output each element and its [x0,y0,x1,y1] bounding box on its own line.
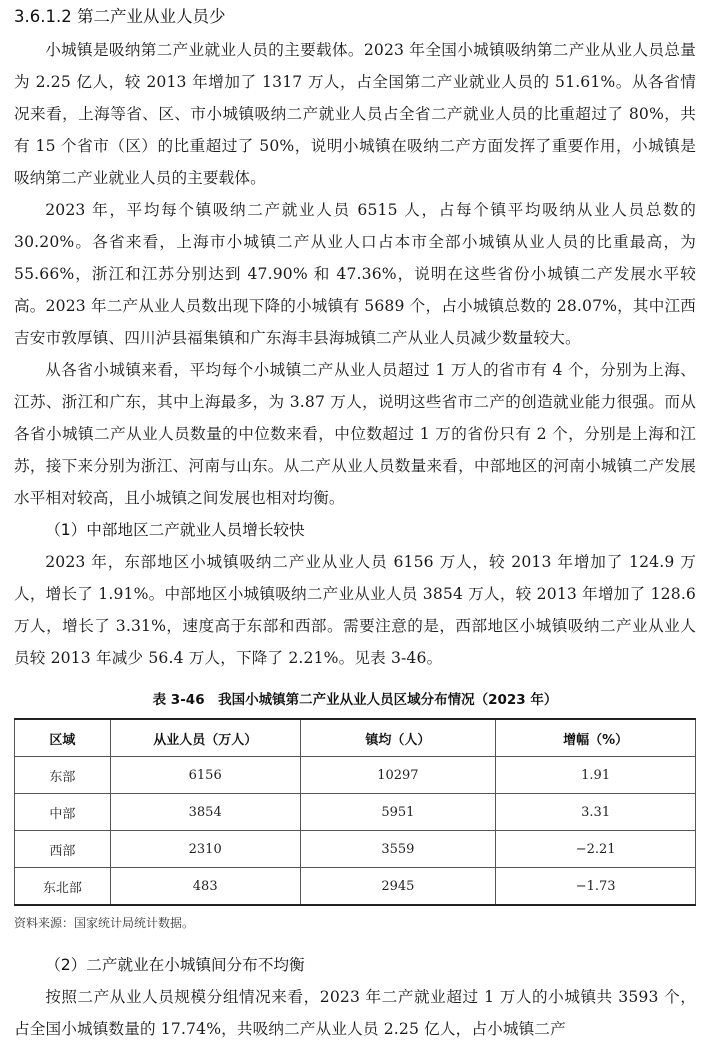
paragraph-4: 2023 年，东部地区小城镇吸纳二产业从业人员 6156 万人，较 2013 年增加了 124.9 万人，增长了 1.91%。中部地区小城镇吸纳二产业从业人员 3854 万人，较 2013 年增加了 128.6 万人，增长了 3.31%，速度高于东部和西部。需要注意的是，西部地区小城镇吸纳二产业从业人员较 2013 年减少 56.4 万人，下降了 2.21%。见表 3-46。 [14,553,696,667]
table-row [15,757,696,794]
cell-growth: −2.21 [496,831,696,868]
paragraph-5: 按照二产从业人员规模分组情况来看，2023 年二产就业超过 1 万人的小城镇共 3593 个，占全国小城镇数量的 17.74%，共吸纳二产从业人员 2.25 亿人，占小城镇二产 [14,988,696,1038]
table-row [15,868,696,906]
cell-growth: 3.31 [496,794,696,831]
cell-employees: 3854 [110,794,300,831]
paragraph-3: 从各省小城镇来看，平均每个小城镇二产从业人员超过 1 万人的省市有 4 个，分别为上海、江苏、浙江和广东，其中上海最多，为 3.87 万人，说明这些省市二产的创造就业能力很强。而从各省小城镇二产从业人员数量的中位数来看，中位数超过 1 万的省份只有 2 个，分别是上海和江苏，接下来分别为浙江、河南与山东。从二产从业人员数量来看，中部地区的河南小城镇二产发展水平相对较高，且小城镇之间发展也相对均衡。 [14,361,696,507]
table-row [15,794,696,831]
cell-region: 东部 [15,757,111,794]
column-header-growth: 增幅（%） [496,719,696,757]
paragraph-1: 小城镇是吸纳第二产业就业人员的主要载体。2023 年全国小城镇吸纳第二产业从业人员总量为 2.25 亿人，较 2013 年增加了 1317 万人，占全国第二产业就业人员的 51.61%。从各省情况来看，上海等省、区、市小城镇吸纳二产就业人员占全省二产就业人员的比重超过了 80%，共有 15 个省市（区）的比重超过了 50%，说明小城镇在吸纳二产方面发挥了重要作用，小城镇是吸纳第二产业就业人员的主要载体。 [14,41,696,187]
cell-employees: 483 [110,868,300,906]
cell-growth: 1.91 [496,757,696,794]
column-header-region: 区域 [15,719,111,757]
subheading-central-region: （1）中部地区二产就业人员增长较快 [45,521,305,539]
column-header-per-town: 镇均（人） [300,719,496,757]
cell-employees: 6156 [110,757,300,794]
cell-employees: 2310 [110,831,300,868]
cell-region: 中部 [15,794,111,831]
cell-per-town: 10297 [300,757,496,794]
cell-region: 西部 [15,831,111,868]
column-header-employees: 从业人员（万人） [110,719,300,757]
document-page [14,0,696,1045]
regional-distribution-table [14,718,696,906]
cell-per-town: 5951 [300,794,496,831]
subheading-uneven-distribution: （2）二产就业在小城镇间分布不均衡 [45,956,305,974]
cell-per-town: 2945 [300,868,496,906]
cell-region: 东北部 [15,868,111,906]
cell-growth: −1.73 [496,868,696,906]
data-source-note: 资料来源：国家统计局统计数据。 [14,916,195,930]
cell-per-town: 3559 [300,831,496,868]
paragraph-2: 2023 年，平均每个镇吸纳二产就业人员 6515 人，占每个镇平均吸纳从业人员总数的 30.20%。各省来看，上海市小城镇二产从业人口占本市全部小城镇从业人员的比重最高，为 55.66%，浙江和江苏分别达到 47.90% 和 47.36%，说明在这些省份小城镇二产发展水平较高。2023 年二产从业人员数出现下降的小城镇有 5689 个，占小城镇总数的 28.07%，其中江西吉安市敦厚镇、四川泸县福集镇和广东海丰县海城镇二产从业人员减少数量较大。 [14,201,696,347]
table-header-row [15,719,696,757]
table-caption: 表 3-46 我国小城镇第二产业从业人员区域分布情况（2023 年） [152,692,558,708]
section-heading: 3.6.1.2 第二产业从业人员少 [14,7,226,26]
table-row [15,831,696,868]
